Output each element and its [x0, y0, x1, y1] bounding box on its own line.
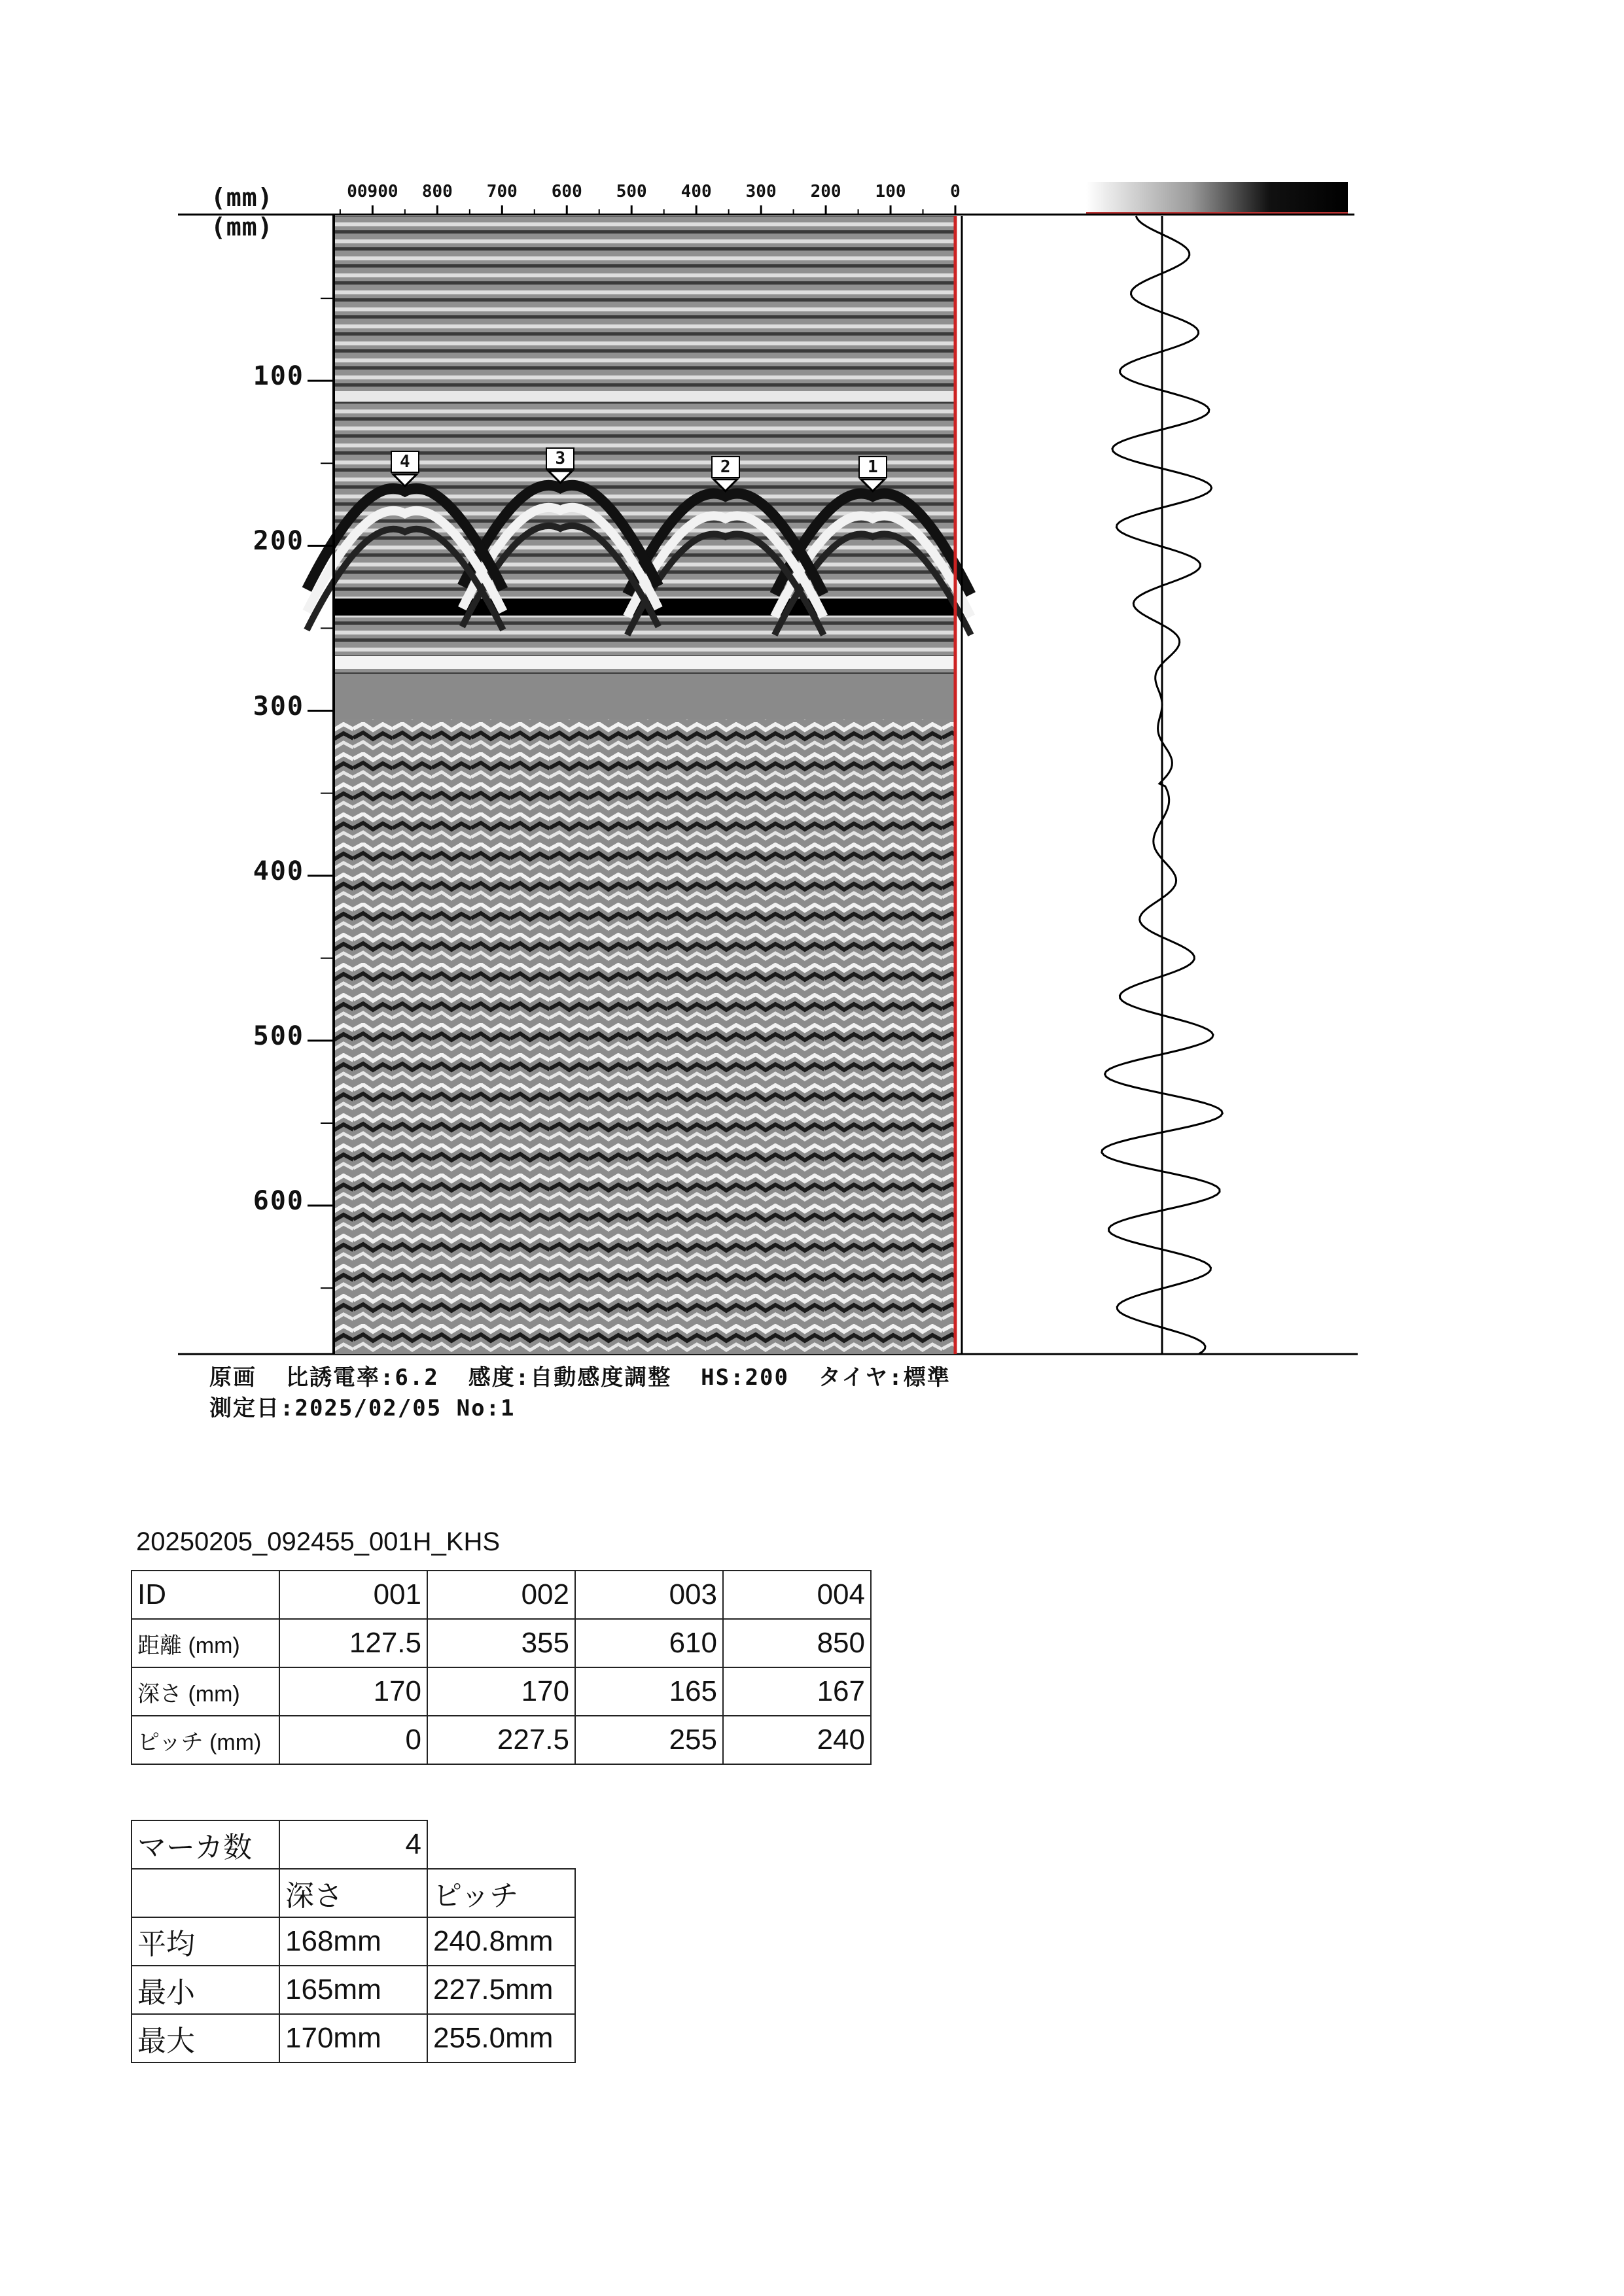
table-cell: 167 — [723, 1667, 871, 1716]
table-row — [132, 1820, 575, 1869]
file-name: 20250205_092455_001H_KHS — [136, 1527, 501, 1556]
table-cell: 240 — [723, 1716, 871, 1764]
x-tick-label: 500 — [616, 182, 647, 201]
table-row — [132, 1917, 575, 1966]
x-tick-label: 600 — [551, 182, 582, 201]
row-label: 最大 — [132, 2014, 279, 2062]
x-tick-label: 00900 — [347, 182, 398, 201]
row-label: 平均 — [132, 1917, 279, 1966]
table-header-cell: 003 — [575, 1571, 723, 1619]
x-axis-unit: (mm) — [211, 183, 274, 212]
column-header-pitch: ピッチ — [427, 1869, 575, 1917]
table-cell: 0 — [279, 1716, 427, 1764]
table-header-cell: 002 — [427, 1571, 575, 1619]
empty-cell — [427, 1820, 575, 1869]
table-cell: 227.5mm — [427, 1966, 575, 2014]
table-cell: 168mm — [279, 1917, 427, 1966]
marker-count-value: 4 — [279, 1820, 427, 1869]
table-row — [132, 1667, 871, 1716]
x-tick-marks — [340, 205, 955, 215]
table-cell: 610 — [575, 1619, 723, 1667]
table-cell: 240.8mm — [427, 1917, 575, 1966]
y-tick-label: 200 — [253, 526, 304, 557]
table-cell: 355 — [427, 1619, 575, 1667]
y-tick-marks — [308, 298, 334, 1288]
reflection-band-upper — [334, 391, 955, 402]
table-header-cell: ID — [132, 1571, 279, 1619]
table-cell: 170 — [427, 1667, 575, 1716]
table-cell: 850 — [723, 1619, 871, 1667]
row-label: ピッチ (mm) — [132, 1716, 279, 1764]
y-tick-label: 400 — [253, 856, 304, 886]
row-label: 最小 — [132, 1966, 279, 2014]
x-tick-label: 400 — [680, 182, 712, 201]
table-cell: 227.5 — [427, 1716, 575, 1764]
marker-label: 1 — [858, 456, 887, 478]
y-tick-label: 300 — [253, 691, 304, 722]
x-tick-label: 0 — [950, 182, 961, 201]
table-header-cell: 001 — [279, 1571, 427, 1619]
table-cell: 127.5 — [279, 1619, 427, 1667]
table-cell: 170mm — [279, 2014, 427, 2062]
reflection-band-light — [334, 656, 955, 669]
x-tick-label: 800 — [421, 182, 453, 201]
table-cell: 255.0mm — [427, 2014, 575, 2062]
table-cell: 165mm — [279, 1966, 427, 2014]
marker-label: 4 — [391, 451, 419, 473]
row-label: 距離 (mm) — [132, 1619, 279, 1667]
column-header-depth: 深さ — [279, 1869, 427, 1917]
table-header-cell: 004 — [723, 1571, 871, 1619]
y-tick-label: 600 — [253, 1186, 304, 1217]
table-row — [132, 2014, 575, 2062]
table-row — [132, 1966, 575, 2014]
y-tick-label: 100 — [253, 361, 304, 392]
x-tick-label: 300 — [745, 182, 777, 201]
x-tick-label: 700 — [486, 182, 518, 201]
table-cell: 165 — [575, 1667, 723, 1716]
table-cell: 170 — [279, 1667, 427, 1716]
summary-table — [131, 1820, 576, 2063]
scan-caption-line1: 原画 比誘電率:6.2 感度:自動感度調整 HS:200 タイヤ:標準 — [209, 1365, 951, 1391]
table-row — [132, 1571, 871, 1619]
scan-noise-region — [334, 720, 955, 1354]
row-label: 深さ (mm) — [132, 1667, 279, 1716]
scan-caption-line2: 測定日:2025/02/05 No:1 — [209, 1395, 516, 1421]
marker-label: 3 — [546, 447, 574, 470]
x-tick-label: 100 — [875, 182, 906, 201]
marker-label: 2 — [711, 456, 740, 478]
table-cell: 255 — [575, 1716, 723, 1764]
marker-detail-table — [131, 1570, 872, 1765]
table-row — [132, 1716, 871, 1764]
y-axis-unit: (mm) — [211, 213, 274, 241]
empty-cell — [132, 1869, 279, 1917]
table-row — [132, 1619, 871, 1667]
x-tick-label: 200 — [810, 182, 841, 201]
marker-count-label: マーカ数 — [132, 1820, 279, 1869]
y-tick-label: 500 — [253, 1020, 304, 1051]
table-row — [132, 1869, 575, 1917]
